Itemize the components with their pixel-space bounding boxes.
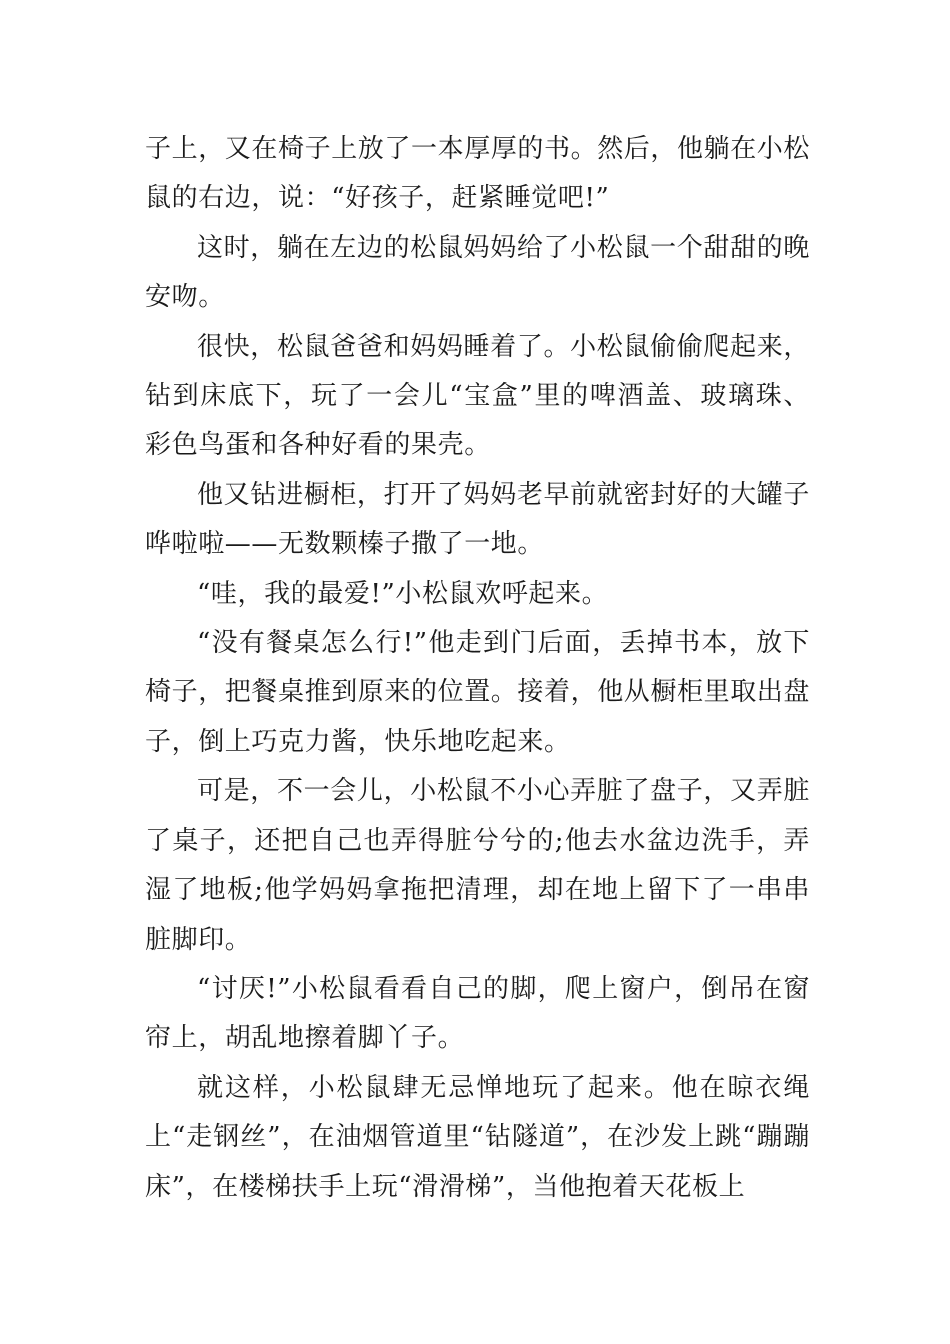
paragraph-5: “哇，我的最爱!”小松鼠欢呼起来。: [197, 578, 609, 609]
paragraph-8: “讨厌!”小松鼠看看自己的脚，爬上窗户，倒吊在窗帘上，胡乱地擦着脚丫子。: [145, 973, 810, 1054]
paragraph-1: 子上，又在椅子上放了一本厚厚的书。然后，他躺在小松鼠的右边，说：“好孩子，赶紧睡觉吧!”: [145, 134, 811, 214]
body-text: [145, 125, 810, 1212]
paragraph-9: 就这样，小松鼠肆无忌惮地玩了起来。他在晾衣绳上“走钢丝”，在油烟管道里“钻隧道”，在沙发上跳“蹦蹦床”，在楼梯扶手上玩“滑滑梯”，当他抱着天花板上: [145, 1072, 810, 1202]
paragraph-6: “没有餐桌怎么行!”他走到门后面，丢掉书本，放下椅子，把餐桌推到原来的位置。接着，他从橱柜里取出盘子，倒上巧克力酱，快乐地吃起来。: [145, 628, 811, 757]
paragraph-2: 这时，躺在左边的松鼠妈妈给了小松鼠一个甜甜的晚安吻。: [145, 232, 810, 313]
paragraph-7: 可是，不一会儿，小松鼠不小心弄脏了盘子，又弄脏了桌子，还把自己也弄得脏兮兮的;他去水盆边洗手，弄湿了地板;他学妈妈拿拖把清理，却在地上留下了一串串脏脚印。: [145, 776, 810, 955]
paragraph-4: 他又钻进橱柜，打开了妈妈老早前就密封好的大罐子哗啦啦——无数颗榛子撒了一地。: [145, 479, 810, 560]
paragraph-3: 很快，松鼠爸爸和妈妈睡着了。小松鼠偷偷爬起来，钻到床底下，玩了一会儿“宝盒”里的啤酒盖、玻璃珠、彩色鸟蛋和各种好看的果壳。: [145, 331, 810, 461]
